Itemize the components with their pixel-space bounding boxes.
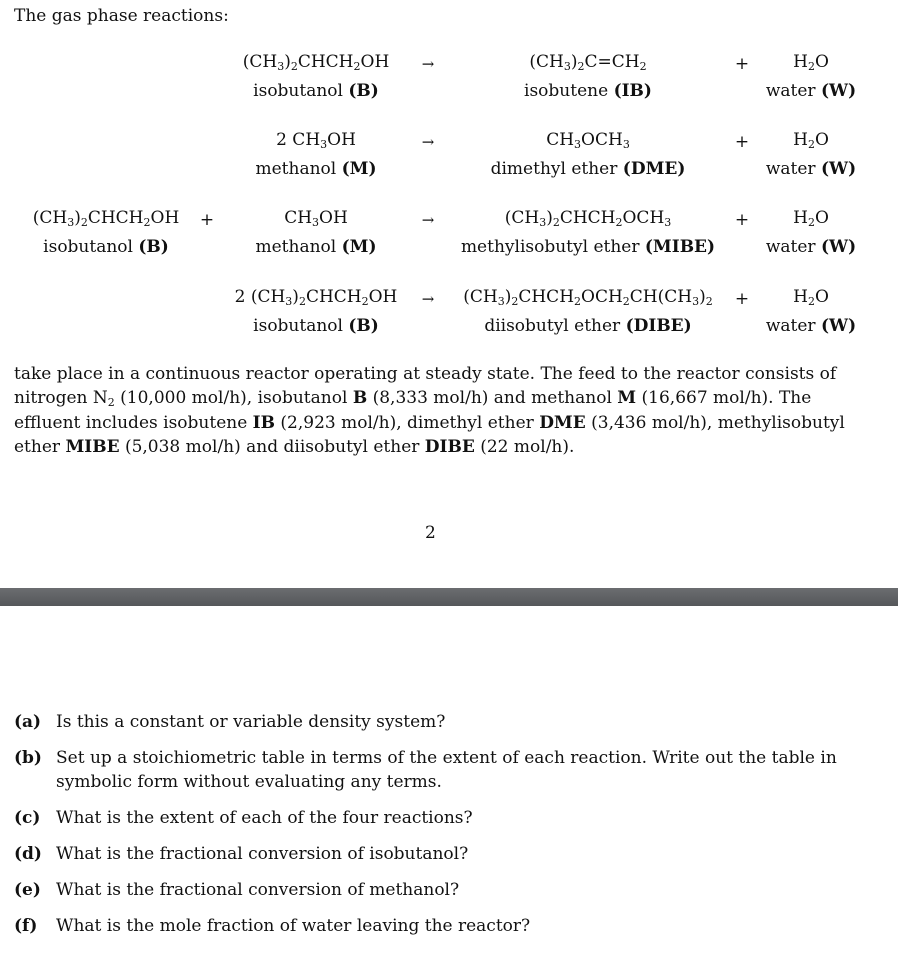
question-text: What is the mole fraction of water leaving the reactor? bbox=[56, 916, 531, 936]
formula-p1: $(CH_3)_2C=CH_2$ bbox=[529, 52, 647, 73]
formula-p2: $H_2O$ bbox=[793, 287, 829, 308]
question-text: Is this a constant or variable density system? bbox=[56, 712, 446, 732]
species-label-p1: isobutene (IB) bbox=[524, 81, 652, 101]
formula-p2: $H_2O$ bbox=[793, 130, 829, 151]
species-label-p1: diisobutyl ether (DIBE) bbox=[484, 316, 692, 336]
formula-p2: $H_2O$ bbox=[793, 52, 829, 73]
reaction-arrow: → bbox=[421, 211, 435, 229]
plus-sign: + bbox=[734, 54, 750, 74]
question-number: (f) bbox=[14, 916, 38, 936]
formula-p1: $(CH_3)_2CHCH_2OCH_3$ bbox=[504, 208, 672, 229]
question-number: (b) bbox=[14, 748, 42, 768]
species-label-p2: water (W) bbox=[765, 237, 857, 257]
formula-p1: $CH_3OCH_3$ bbox=[546, 130, 630, 151]
question-text: What is the fractional conversion of methanol? bbox=[56, 880, 460, 900]
reaction-arrow: → bbox=[421, 55, 435, 73]
page-number: 2 bbox=[425, 523, 436, 543]
species-label-r1: isobutanol (B) bbox=[253, 316, 379, 336]
question-number: (c) bbox=[14, 808, 41, 828]
question-number: (d) bbox=[14, 844, 42, 864]
question-text: Set up a stoichiometric table in terms of the extent of each reaction. Write out the table in symbolic form without evaluating any terms. bbox=[56, 748, 837, 792]
question-item bbox=[14, 806, 884, 830]
species-label-p1: methylisobutyl ether (MIBE) bbox=[460, 237, 716, 257]
reaction-arrow: → bbox=[421, 133, 435, 151]
plus-sign: + bbox=[199, 210, 215, 230]
formula-r1: 2 $(CH_3)_2CHCH_2OH$ bbox=[234, 287, 398, 308]
species-label-p2: water (W) bbox=[765, 316, 857, 336]
formula-r0: $(CH_3)_2CHCH_2OH$ bbox=[32, 208, 180, 229]
species-label-p2: water (W) bbox=[765, 159, 857, 179]
species-label-p2: water (W) bbox=[765, 81, 857, 101]
question-item bbox=[14, 710, 884, 734]
problem-paragraph: take place in a continuous reactor operating at steady state. The feed to the reactor consists of nitrogen $N_2$ (10,000 mol/h), isobutanol B (8,333 mol/h) and methanol M (16,667 mol/h). The effluent includes isobutene IB (2,923 mol/h), dimethyl ether DME (3,436 mol/h), methylisobutyl ether MIBE (5,038 mol/h) and diisobutyl ether DIBE (22 mol/h). bbox=[14, 364, 845, 457]
species-label-r1: methanol (M) bbox=[255, 237, 377, 257]
formula-p1: $(CH_3)_2CHCH_2OCH_2CH(CH_3)_2$ bbox=[463, 287, 713, 308]
question-item bbox=[14, 878, 884, 902]
formula-r1: $CH_3OH$ bbox=[284, 208, 348, 229]
formula-p2: $H_2O$ bbox=[793, 208, 829, 229]
plus-sign: + bbox=[734, 132, 750, 152]
question-item bbox=[14, 842, 884, 866]
formula-r1: $(CH_3)_2CHCH_2OH$ bbox=[242, 52, 390, 73]
question-list bbox=[14, 710, 884, 950]
question-text: What is the extent of each of the four reactions? bbox=[56, 808, 473, 828]
question-item bbox=[14, 746, 884, 794]
plus-sign: + bbox=[734, 210, 750, 230]
species-label-r1: isobutanol (B) bbox=[253, 81, 379, 101]
question-number: (e) bbox=[14, 880, 41, 900]
page-divider bbox=[0, 588, 898, 606]
question-number: (a) bbox=[14, 712, 42, 732]
intro-text: The gas phase reactions: bbox=[14, 6, 229, 26]
formula-r1: 2 $CH_3OH$ bbox=[276, 130, 356, 151]
reaction-arrow: → bbox=[421, 290, 435, 308]
species-label-p1: dimethyl ether (DME) bbox=[490, 159, 686, 179]
question-text: What is the fractional conversion of isobutanol? bbox=[56, 844, 469, 864]
plus-sign: + bbox=[734, 289, 750, 309]
species-label-r1: methanol (M) bbox=[255, 159, 377, 179]
species-label-r0: isobutanol (B) bbox=[43, 237, 169, 257]
question-item bbox=[14, 914, 884, 938]
